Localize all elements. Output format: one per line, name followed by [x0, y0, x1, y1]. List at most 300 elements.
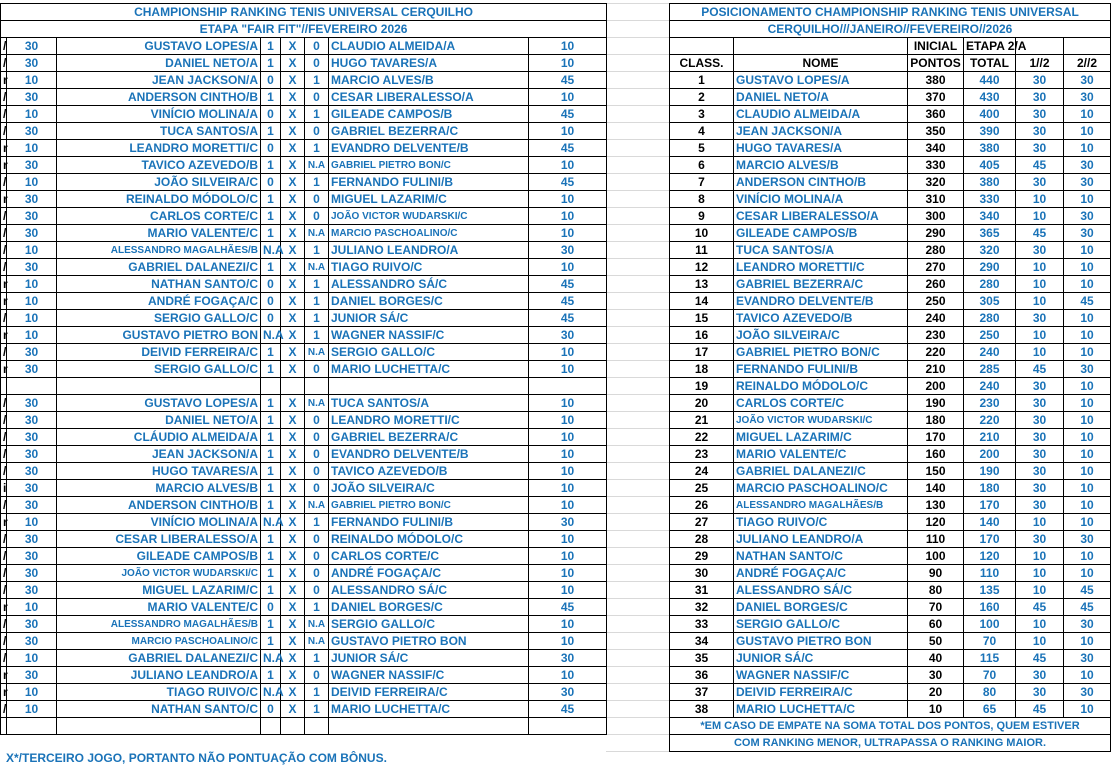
player1-score: N.A: [261, 327, 281, 344]
player1-name: GUSTAVO LOPES/A: [57, 395, 261, 412]
player2-score: 1: [305, 650, 329, 667]
player2-score: N.A: [305, 616, 329, 633]
total-points: 100: [964, 616, 1016, 633]
player1-bonus: 30: [7, 55, 57, 72]
stage-1-points: 10: [1016, 327, 1064, 344]
player-name: CLAUDIO ALMEIDA/A: [734, 106, 908, 123]
rank-position: 4: [670, 123, 734, 140]
versus-mark: X: [281, 55, 305, 72]
player2-bonus: 45: [529, 276, 607, 293]
rank-position: 18: [670, 361, 734, 378]
ranking-row: [670, 378, 1111, 395]
player2-bonus: 10: [529, 191, 607, 208]
stage-2-points: 30: [1064, 157, 1111, 174]
stage-2-points: 30: [1064, 616, 1111, 633]
player2-score: 1: [305, 701, 329, 718]
match-row: [1, 701, 607, 718]
total-points: 305: [964, 293, 1016, 310]
rank-position: 15: [670, 310, 734, 327]
left-title: CHAMPIONSHIP RANKING TENIS UNIVERSAL CERQUILHO: [1, 4, 607, 21]
ranking-header-row-2: [670, 55, 1111, 72]
player1-bonus: 10: [7, 701, 57, 718]
player2-bonus: 45: [529, 106, 607, 123]
row-marker: r: [1, 293, 7, 310]
player-name: JOÃO SILVEIRA/C: [734, 327, 908, 344]
match-row: [1, 514, 607, 531]
player1-score: 1: [261, 633, 281, 650]
player-name: GABRIEL BEZERRA/C: [734, 276, 908, 293]
stage-2-points: 10: [1064, 344, 1111, 361]
row-marker: r: [1, 684, 7, 701]
player2-name: JULIANO LEANDRO/A: [329, 242, 529, 259]
stage-2-points: 10: [1064, 446, 1111, 463]
versus-mark: X: [281, 361, 305, 378]
player1-bonus: 30: [7, 463, 57, 480]
player2-score: N.A: [305, 259, 329, 276]
stage-2-points: 45: [1064, 599, 1111, 616]
player2-name: JUNIOR SÁ/C: [329, 650, 529, 667]
player1-name: ALESSANDRO MAGALHÃES/B: [57, 242, 261, 259]
row-marker: /: [1, 174, 7, 191]
ranking-row: [670, 582, 1111, 599]
player1-bonus: 30: [7, 565, 57, 582]
stage-1-points: 30: [1016, 89, 1064, 106]
player1-score: 0: [261, 140, 281, 157]
stage-1-points: 30: [1016, 242, 1064, 259]
player1-bonus: 30: [7, 344, 57, 361]
total-points: 65: [964, 701, 1016, 718]
player1-score: 1: [261, 157, 281, 174]
initial-points: 320: [908, 174, 964, 191]
versus-mark: X: [281, 463, 305, 480]
stage-1-points: 10: [1016, 616, 1064, 633]
total-points: 210: [964, 429, 1016, 446]
player2-name: FERNANDO FULINI/B: [329, 514, 529, 531]
player2-name: TIAGO RUIVO/C: [329, 259, 529, 276]
stage-1-points: 10: [1016, 582, 1064, 599]
player-name: TUCA SANTOS/A: [734, 242, 908, 259]
player2-score: N.A: [305, 344, 329, 361]
stage-1-points: 10: [1016, 514, 1064, 531]
total-points: 180: [964, 480, 1016, 497]
stage-1-points: 10: [1016, 208, 1064, 225]
player-name: SERGIO GALLO/C: [734, 616, 908, 633]
stage-2-points: 10: [1064, 276, 1111, 293]
player2-score: 0: [305, 565, 329, 582]
player1-score: 1: [261, 259, 281, 276]
initial-points: 80: [908, 582, 964, 599]
player-name: TAVICO AZEVEDO/B: [734, 310, 908, 327]
player-name: CESAR LIBERALESSO/A: [734, 208, 908, 225]
match-row: [1, 225, 607, 242]
initial-points: 200: [908, 378, 964, 395]
player-name: DEIVID FERREIRA/C: [734, 684, 908, 701]
player2-name: HUGO TAVARES/A: [329, 55, 529, 72]
rank-position: 34: [670, 633, 734, 650]
ranking-row: [670, 446, 1111, 463]
match-row: [1, 616, 607, 633]
player1-bonus: 30: [7, 38, 57, 55]
initial-points: 220: [908, 344, 964, 361]
match-row: [1, 106, 607, 123]
total-points: 330: [964, 191, 1016, 208]
versus-mark: X: [281, 344, 305, 361]
initial-points: 40: [908, 650, 964, 667]
initial-points: 170: [908, 429, 964, 446]
player2-score: 1: [305, 140, 329, 157]
player2-name: REINALDO MÓDOLO/C: [329, 531, 529, 548]
match-row: [1, 361, 607, 378]
player1-name: JEAN JACKSON/A: [57, 72, 261, 89]
stage-1-points: 10: [1016, 633, 1064, 650]
total-points: 400: [964, 106, 1016, 123]
player-name: HUGO TAVARES/A: [734, 140, 908, 157]
player2-name: DANIEL BORGES/C: [329, 293, 529, 310]
player1-name: JEAN JACKSON/A: [57, 446, 261, 463]
ranking-row: [670, 497, 1111, 514]
ranking-header-cell: [734, 38, 908, 55]
player2-name: MIGUEL LAZARIM/C: [329, 191, 529, 208]
ranking-row: [670, 106, 1111, 123]
stage-1-points: 30: [1016, 463, 1064, 480]
player1-bonus: 30: [7, 361, 57, 378]
player2-score: 1: [305, 72, 329, 89]
match-row: [1, 191, 607, 208]
player2-bonus: 10: [529, 395, 607, 412]
initial-points: 110: [908, 531, 964, 548]
ranking-row: [670, 72, 1111, 89]
match-row: [1, 548, 607, 565]
empty-cell: [261, 718, 281, 735]
versus-mark: X: [281, 327, 305, 344]
player2-name: MARIO LUCHETTA/C: [329, 701, 529, 718]
player1-name: DANIEL NETO/A: [57, 412, 261, 429]
player1-score: N.A: [261, 650, 281, 667]
stage-1-points: 30: [1016, 310, 1064, 327]
stage-2-points: 30: [1064, 72, 1111, 89]
player1-bonus: 30: [7, 259, 57, 276]
stage-1-points: 30: [1016, 378, 1064, 395]
versus-mark: X: [281, 412, 305, 429]
player2-bonus: 10: [529, 429, 607, 446]
player1-name: MARCIO ALVES/B: [57, 480, 261, 497]
player1-name: JOÃO VICTOR WUDARSKI/C: [57, 565, 261, 582]
player-name: JUNIOR SÁ/C: [734, 650, 908, 667]
ranking-header-cell: ETAPA 2/A: [964, 38, 1016, 55]
total-points: 380: [964, 174, 1016, 191]
total-points: 340: [964, 208, 1016, 225]
player2-bonus: 30: [529, 514, 607, 531]
player2-score: 1: [305, 276, 329, 293]
player-name: GABRIEL PIETRO BON/C: [734, 344, 908, 361]
player1-bonus: 10: [7, 140, 57, 157]
total-points: 320: [964, 242, 1016, 259]
player2-name: ANDRÉ FOGAÇA/C: [329, 565, 529, 582]
rank-position: 35: [670, 650, 734, 667]
player2-score: 0: [305, 429, 329, 446]
match-row: [1, 89, 607, 106]
stage-2-points: 30: [1064, 89, 1111, 106]
total-points: 110: [964, 565, 1016, 582]
initial-points: 310: [908, 191, 964, 208]
rank-position: 28: [670, 531, 734, 548]
row-marker: /: [1, 616, 7, 633]
ranking-row: [670, 259, 1111, 276]
initial-points: 180: [908, 412, 964, 429]
player1-bonus: 30: [7, 89, 57, 106]
left-subtitle: ETAPA "FAIR FIT"//FEVEREIRO 2026: [1, 21, 607, 38]
ranking-header-cell: TOTAL: [964, 55, 1016, 72]
rank-position: 25: [670, 480, 734, 497]
stage-2-points: 10: [1064, 395, 1111, 412]
rank-position: 36: [670, 667, 734, 684]
player2-bonus: 10: [529, 412, 607, 429]
total-points: 280: [964, 276, 1016, 293]
rank-position: 5: [670, 140, 734, 157]
player2-score: 1: [305, 327, 329, 344]
rank-position: 16: [670, 327, 734, 344]
initial-points: 190: [908, 395, 964, 412]
player1-name: GABRIEL DALANEZI/C: [57, 650, 261, 667]
versus-mark: X: [281, 140, 305, 157]
stage-2-points: 10: [1064, 548, 1111, 565]
player1-score: N.A: [261, 514, 281, 531]
player2-score: 1: [305, 599, 329, 616]
player1-name: CARLOS CORTE/C: [57, 208, 261, 225]
player-name: EVANDRO DELVENTE/B: [734, 293, 908, 310]
player2-score: N.A: [305, 633, 329, 650]
ranking-header-cell: NOME: [734, 55, 908, 72]
versus-mark: X: [281, 429, 305, 446]
initial-points: 60: [908, 616, 964, 633]
player2-bonus: 10: [529, 463, 607, 480]
player1-name: HUGO TAVARES/A: [57, 463, 261, 480]
rank-position: 10: [670, 225, 734, 242]
player1-name: CESAR LIBERALESSO/A: [57, 531, 261, 548]
player1-name: TAVICO AZEVEDO/B: [57, 157, 261, 174]
championship-matches-table: [0, 3, 607, 735]
stage-2-points: 45: [1064, 293, 1111, 310]
player1-bonus: 30: [7, 616, 57, 633]
row-marker: r: [1, 327, 7, 344]
initial-points: 250: [908, 293, 964, 310]
player1-bonus: 10: [7, 174, 57, 191]
row-marker: /: [1, 446, 7, 463]
player2-name: GABRIEL PIETRO BON/C: [329, 157, 529, 174]
player2-score: 0: [305, 123, 329, 140]
player2-bonus: 30: [529, 684, 607, 701]
player-name: JEAN JACKSON/A: [734, 123, 908, 140]
row-marker: r: [1, 667, 7, 684]
stage-1-points: 45: [1016, 157, 1064, 174]
ranking-row: [670, 514, 1111, 531]
player1-bonus: 30: [7, 412, 57, 429]
ranking-row: [670, 310, 1111, 327]
match-row: [1, 72, 607, 89]
stage-2-points: 10: [1064, 701, 1111, 718]
total-points: 170: [964, 531, 1016, 548]
total-points: 200: [964, 446, 1016, 463]
versus-mark: X: [281, 310, 305, 327]
total-points: 390: [964, 123, 1016, 140]
player2-bonus: 10: [529, 55, 607, 72]
initial-points: 70: [908, 599, 964, 616]
player2-name: JOÃO VICTOR WUDARSKI/C: [329, 208, 529, 225]
player2-score: 0: [305, 531, 329, 548]
initial-points: 130: [908, 497, 964, 514]
rank-position: 38: [670, 701, 734, 718]
total-points: 80: [964, 684, 1016, 701]
stage-2-points: 10: [1064, 514, 1111, 531]
stage-2-points: 10: [1064, 497, 1111, 514]
versus-mark: X: [281, 208, 305, 225]
rank-position: 11: [670, 242, 734, 259]
versus-mark: X: [281, 531, 305, 548]
versus-mark: X: [281, 293, 305, 310]
player1-score: 0: [261, 276, 281, 293]
versus-mark: X: [281, 38, 305, 55]
player1-score: 1: [261, 55, 281, 72]
versus-mark: X: [281, 106, 305, 123]
ranking-note-row: [670, 718, 1111, 735]
player-name: LEANDRO MORETTI/C: [734, 259, 908, 276]
player1-name: MARIO VALENTE/C: [57, 225, 261, 242]
empty-cell: [329, 718, 529, 735]
player1-name: GILEADE CAMPOS/B: [57, 548, 261, 565]
player2-bonus: 45: [529, 140, 607, 157]
player2-name: FERNANDO FULINI/B: [329, 174, 529, 191]
initial-points: 50: [908, 633, 964, 650]
match-row: [1, 174, 607, 191]
player1-bonus: 30: [7, 429, 57, 446]
player1-score: 0: [261, 106, 281, 123]
player1-name: ANDERSON CINTHO/B: [57, 497, 261, 514]
match-row: [1, 412, 607, 429]
player1-name: MARCIO PASCHOALINO/C: [57, 633, 261, 650]
player2-name: MARIO LUCHETTA/C: [329, 361, 529, 378]
player1-name: ALESSANDRO MAGALHÃES/B: [57, 616, 261, 633]
initial-points: 30: [908, 667, 964, 684]
ranking-row: [670, 395, 1111, 412]
player-name: ALESSANDRO SÁ/C: [734, 582, 908, 599]
match-row: [1, 242, 607, 259]
player2-name: JOÃO SILVEIRA/C: [329, 480, 529, 497]
row-marker: /: [1, 497, 7, 514]
initial-points: 270: [908, 259, 964, 276]
ranking-table: [669, 3, 1111, 752]
player2-bonus: 10: [529, 157, 607, 174]
player1-score: [261, 378, 281, 395]
player2-score: 0: [305, 89, 329, 106]
player2-bonus: 45: [529, 310, 607, 327]
player-name: FERNANDO FULINI/B: [734, 361, 908, 378]
total-points: 135: [964, 582, 1016, 599]
stage-2-points: 10: [1064, 412, 1111, 429]
player2-score: 0: [305, 582, 329, 599]
player2-name: [329, 378, 529, 395]
match-row: [1, 463, 607, 480]
rank-position: 24: [670, 463, 734, 480]
player1-name: CLÁUDIO ALMEIDA/A: [57, 429, 261, 446]
player1-bonus: 30: [7, 157, 57, 174]
player-name: GUSTAVO LOPES/A: [734, 72, 908, 89]
rank-position: 6: [670, 157, 734, 174]
total-points: 430: [964, 89, 1016, 106]
versus-mark: X: [281, 191, 305, 208]
initial-points: 160: [908, 446, 964, 463]
player-name: CARLOS CORTE/C: [734, 395, 908, 412]
player1-bonus: 10: [7, 514, 57, 531]
player1-name: [57, 378, 261, 395]
match-row: [1, 208, 607, 225]
player1-score: 0: [261, 293, 281, 310]
rank-position: 3: [670, 106, 734, 123]
player1-score: 0: [261, 72, 281, 89]
total-points: 250: [964, 327, 1016, 344]
ranking-row: [670, 684, 1111, 701]
initial-points: 300: [908, 208, 964, 225]
player2-bonus: 10: [529, 38, 607, 55]
initial-points: 330: [908, 157, 964, 174]
stage-2-points: 10: [1064, 242, 1111, 259]
row-marker: /: [1, 310, 7, 327]
total-points: 190: [964, 463, 1016, 480]
initial-points: 140: [908, 480, 964, 497]
player2-bonus: 10: [529, 531, 607, 548]
player2-name: MARCIO ALVES/B: [329, 72, 529, 89]
player2-name: LEANDRO MORETTI/C: [329, 412, 529, 429]
player1-score: 1: [261, 395, 281, 412]
player1-score: 1: [261, 361, 281, 378]
initial-points: 360: [908, 106, 964, 123]
player1-name: JULIANO LEANDRO/A: [57, 667, 261, 684]
player1-bonus: 30: [7, 531, 57, 548]
row-marker: /: [1, 225, 7, 242]
player1-name: VINÍCIO MOLINA/A: [57, 514, 261, 531]
stage-1-points: 30: [1016, 684, 1064, 701]
versus-mark: X: [281, 633, 305, 650]
versus-mark: X: [281, 123, 305, 140]
player-name: DANIEL BORGES/C: [734, 599, 908, 616]
player2-bonus: 10: [529, 480, 607, 497]
footnote: X*/TERCEIRO JOGO, PORTANTO NÃO PONTUAÇÃO COM BÔNUS.: [6, 751, 387, 765]
player2-score: N.A: [305, 497, 329, 514]
row-marker: /: [1, 242, 7, 259]
player1-name: DANIEL NETO/A: [57, 55, 261, 72]
ranking-row: [670, 225, 1111, 242]
rank-position: 12: [670, 259, 734, 276]
player2-name: TAVICO AZEVEDO/B: [329, 463, 529, 480]
row-marker: r: [1, 599, 7, 616]
player1-bonus: 10: [7, 599, 57, 616]
versus-mark: X: [281, 259, 305, 276]
stage-2-points: 30: [1064, 684, 1111, 701]
player2-bonus: 30: [529, 650, 607, 667]
player1-score: 1: [261, 531, 281, 548]
player1-name: MIGUEL LAZARIM/C: [57, 582, 261, 599]
player1-name: LEANDRO MORETTI/C: [57, 140, 261, 157]
player1-score: N.A: [261, 684, 281, 701]
row-marker: /: [1, 548, 7, 565]
total-points: 70: [964, 667, 1016, 684]
ranking-header-cell: [670, 38, 734, 55]
ranking-row: [670, 361, 1111, 378]
ranking-row: [670, 276, 1111, 293]
stage-2-points: 10: [1064, 191, 1111, 208]
rank-position: 1: [670, 72, 734, 89]
ranking-row: [670, 616, 1111, 633]
player1-bonus: 30: [7, 123, 57, 140]
